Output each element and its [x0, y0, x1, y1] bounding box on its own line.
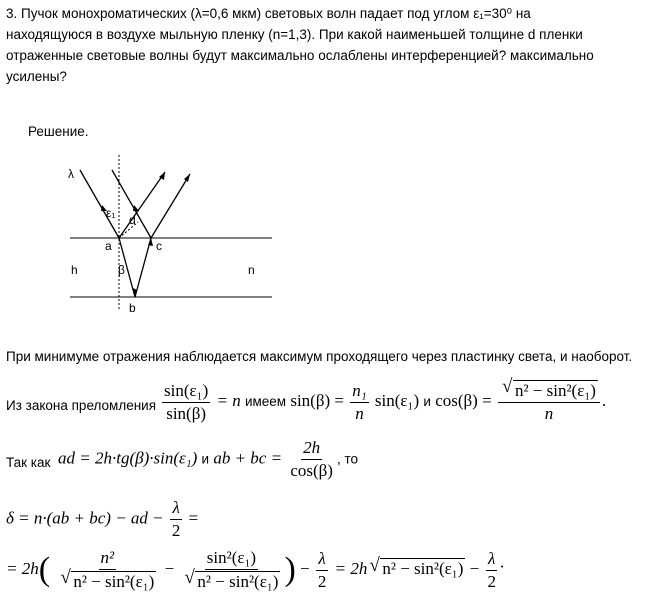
- big-paren-open: (: [38, 551, 51, 588]
- snell-numerator: sin(ε₁): [162, 381, 210, 403]
- sqrt-expression: √ n² − sin²(ε₁): [513, 380, 598, 401]
- label-b: b: [129, 301, 136, 315]
- cos-beta-lhs: cos(β) =: [435, 390, 492, 410]
- ab-bc-denominator: cos(β): [290, 461, 333, 480]
- n-denominator: n: [355, 403, 364, 423]
- delta-line-1: [6, 498, 198, 541]
- refraction-formula: [160, 380, 606, 424]
- ray-diagram: [60, 150, 350, 320]
- sin2-numerator: sin²(ε₁): [205, 548, 258, 570]
- snell-fraction: [162, 381, 210, 424]
- n1-over-n-fraction: [350, 381, 368, 424]
- delta-eq2: = 2h: [6, 558, 39, 578]
- ad-expression: ad = 2h·tg(β)·sin(ε₁): [58, 448, 198, 468]
- two-denominator-2: 2: [317, 571, 327, 591]
- sqrt-denominator-2: √ n² − sin²(ε₁): [195, 571, 280, 592]
- ab-bc-fraction: [288, 438, 335, 481]
- label-eps1: ε₁: [106, 206, 116, 220]
- label-a: a: [105, 239, 112, 253]
- label-n: n: [248, 263, 255, 277]
- minus-2: −: [300, 558, 310, 578]
- arrowhead-refracted-up: [148, 238, 153, 246]
- delta-rhs: = 2h: [334, 558, 368, 578]
- cos-denominator-n: n: [544, 404, 554, 423]
- we-have-label: имеем: [244, 393, 287, 409]
- since-formula: [58, 438, 358, 481]
- refracted-ray-up: [135, 238, 151, 297]
- lambda-half-2: [316, 549, 329, 592]
- big-paren-close: ): [284, 551, 296, 588]
- lambda-half-1: [170, 498, 183, 541]
- lambda-numerator-3: λ: [486, 549, 497, 571]
- arrowhead-reflected-2: [184, 174, 190, 182]
- minus-3: −: [469, 558, 480, 578]
- since-intro: Так как: [6, 455, 51, 470]
- problem-line-3: отраженные световые волны будут максимально ослаблены интерференцией? максимально: [6, 48, 594, 63]
- sin-eps-term: sin(ε₁): [374, 390, 420, 410]
- film-boundaries: [70, 238, 272, 297]
- snell-denominator: sin(β): [166, 403, 207, 423]
- delta-eq: =: [188, 508, 199, 528]
- refraction-intro: Из закона преломления: [6, 398, 157, 413]
- sin-beta-lhs: sin(β) =: [290, 390, 344, 410]
- problem-line-4: усилены?: [6, 69, 67, 84]
- final-dot: .: [499, 552, 505, 572]
- sin2-fraction: [180, 548, 282, 592]
- label-h: h: [71, 263, 78, 277]
- lambda-numerator-1: λ: [170, 498, 181, 520]
- ab-bc-numerator: 2h: [301, 438, 322, 460]
- lambda-half-3: [485, 549, 498, 592]
- delta-lhs: δ = n·(ab + bc) − ad −: [6, 508, 164, 528]
- delta-line-2: [6, 548, 504, 592]
- cos-beta-fraction: [498, 380, 600, 424]
- sqrt-denominator-1: √ n² − sin²(ε₁): [71, 571, 156, 592]
- label-c: c: [156, 239, 162, 253]
- minus-1: −: [164, 558, 175, 578]
- reflected-ray-1: [119, 172, 165, 238]
- arrowhead-incident-c: [133, 205, 139, 211]
- sqrt-rhs: √ n² − sin²(ε₁): [380, 558, 465, 579]
- ab-bc-lhs: ab + bc =: [213, 448, 283, 468]
- label-d: d: [129, 213, 136, 227]
- and-label-2: и: [201, 451, 210, 467]
- label-lambda: λ: [68, 167, 74, 181]
- two-denominator-1: 2: [171, 521, 181, 540]
- label-beta: β: [118, 263, 125, 277]
- n2-fraction: [56, 548, 158, 592]
- paragraph-minimum: При минимуме отражения наблюдается максимум проходящего через пластинку света, и наоборот.: [6, 349, 633, 364]
- problem-line-1: 3. Пучок монохроматических (λ=0,6 мкм) световых волн падает под углом ε₁=30⁰ на: [6, 6, 531, 21]
- two-denominator-3: 2: [487, 571, 496, 591]
- n2-numerator: n²: [99, 548, 117, 570]
- problem-line-2: находящуюся в воздухе мыльную пленку (n=1,3). При какой наименьшей толщине d пленки: [6, 27, 583, 42]
- solution-heading: Решение.: [28, 124, 89, 139]
- snell-eq-n: = n: [216, 390, 241, 410]
- refraction-period: .: [601, 390, 607, 410]
- n1-numerator: n₁: [350, 381, 368, 403]
- incident-ray-a: [80, 170, 119, 238]
- and-label-1: и: [423, 393, 431, 409]
- then-label: , то: [336, 451, 358, 467]
- lambda-numerator-2: λ: [316, 549, 327, 571]
